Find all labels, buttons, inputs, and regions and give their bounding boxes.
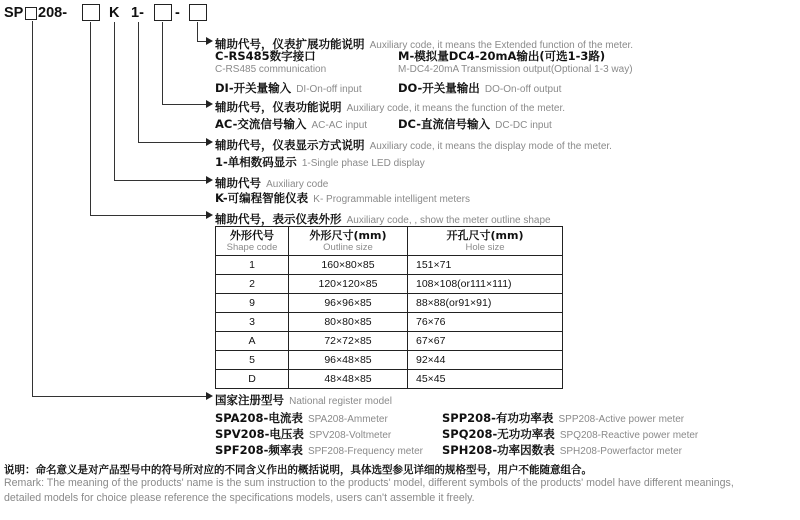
table-row — [216, 332, 563, 351]
cell-outline-size: 160×80×85 — [289, 256, 408, 275]
register-item-cn: SPF208-频率表 — [215, 443, 303, 457]
leader-register-h — [32, 396, 207, 397]
cell-shape-code: 2 — [216, 275, 289, 294]
c485-en: C-RS485 communication — [215, 64, 327, 75]
leader-function-v — [162, 22, 163, 105]
register-item-en: SPH208-Powerfactor meter — [559, 446, 682, 457]
register-item-cn: SPQ208-无功功率表 — [442, 427, 555, 441]
cell-outline-size: 96×48×85 — [289, 351, 408, 370]
do-cn: DO-开关量输出 — [398, 81, 480, 95]
remark-cn: 说明：命名意义是对产品型号中的符号所对应的不同含义作出的概括说明，具体选型参见详细的规格型号，用户不能随意组合。 — [4, 464, 592, 476]
header-shape-code-cn: 外形代号 — [230, 228, 274, 242]
c485-cn: C-RS485数字接口 — [215, 49, 316, 63]
m-output-en: M-DC4-20mA Transmission output(Optional 1-3 way) — [398, 64, 633, 75]
header-outline-size-en: Outline size — [323, 241, 373, 253]
leader-display-v — [138, 22, 139, 143]
arrow-function — [206, 100, 213, 108]
dc-en: DC-DC input — [495, 120, 552, 131]
leader-function-h — [162, 104, 207, 105]
display-item — [215, 151, 425, 170]
cell-shape-code: D — [216, 370, 289, 389]
table-row — [216, 370, 563, 389]
di-line — [215, 77, 362, 96]
remark-en-line1: Remark: The meaning of the products' name is the sum instruction to the products' model, different symbols of the products' model have different meanings, — [4, 477, 734, 489]
extended-title-cn: 辅助代号，仪表扩展功能说明 — [215, 37, 365, 51]
cell-shape-code: A — [216, 332, 289, 351]
leader-shape-h — [90, 215, 207, 216]
display-title-cn: 辅助代号，仪表显示方式说明 — [215, 138, 365, 152]
table-row — [216, 256, 563, 275]
ac-en: AC-AC input — [311, 120, 368, 131]
leader-display-h — [138, 142, 207, 143]
leader-shape-v — [90, 22, 91, 216]
cell-outline-size: 48×48×85 — [289, 370, 408, 389]
header-outline-size-cn: 外形尺寸(mm) — [309, 228, 387, 242]
header-shape-code — [216, 227, 289, 256]
cell-outline-size: 96×96×85 — [289, 294, 408, 313]
cell-hole-size: 88×88(or91×91) — [408, 294, 563, 313]
arrow-display — [206, 138, 213, 146]
do-en: DO-On-off output — [484, 84, 562, 95]
aux-item-en: K- Programmable intelligent meters — [313, 194, 471, 205]
aux-title-en: Auxiliary code — [266, 179, 329, 190]
header-shape-code-en: Shape code — [226, 241, 278, 253]
display-item-en: 1-Single phase LED display — [301, 158, 425, 169]
leader-register-v — [32, 21, 33, 397]
model-box-1 — [25, 7, 37, 20]
register-item — [215, 439, 423, 458]
cell-shape-code: 1 — [216, 256, 289, 275]
ac-line — [215, 113, 367, 132]
model-dash: - — [175, 5, 180, 21]
cell-hole-size: 151×71 — [408, 256, 563, 275]
register-title — [215, 389, 392, 408]
register-item-cn: SPV208-电压表 — [215, 427, 304, 441]
function-title-cn: 辅助代号，仪表功能说明 — [215, 100, 342, 114]
model-number: 208- — [38, 5, 68, 21]
table-row — [216, 275, 563, 294]
register-item-en: SPA208-Ammeter — [307, 414, 388, 425]
cell-hole-size: 67×67 — [408, 332, 563, 351]
cell-shape-code: 5 — [216, 351, 289, 370]
extended-title-en: Auxiliary code, it means the Extended function of the meter. — [369, 40, 634, 51]
register-item-en: SPQ208-Reactive power meter — [559, 430, 699, 441]
function-title-en: Auxiliary code, it means the function of the meter. — [346, 103, 566, 114]
cell-hole-size: 76×76 — [408, 313, 563, 332]
aux-item — [215, 187, 470, 206]
header-hole-size-cn: 开孔尺寸(mm) — [446, 228, 524, 242]
m-output-cn: M-模拟量DC4-20mA输出(可选1-3路) — [398, 49, 606, 63]
register-title-en: National register model — [289, 396, 392, 407]
register-item-cn: SPA208-电流表 — [215, 411, 303, 425]
dc-cn: DC-直流信号输入 — [398, 117, 491, 131]
display-item-cn: 1-单相数码显示 — [215, 155, 297, 169]
ac-cn: AC-交流信号输入 — [215, 117, 307, 131]
cell-shape-code: 9 — [216, 294, 289, 313]
register-title-cn: 国家注册型号 — [215, 393, 284, 407]
leader-aux-h — [114, 180, 207, 181]
cell-hole-size: 45×45 — [408, 370, 563, 389]
table-row — [216, 351, 563, 370]
register-item-cn: SPP208-有功功率表 — [442, 411, 554, 425]
model-code-k: K — [109, 5, 120, 21]
arrow-register — [206, 392, 213, 400]
cell-outline-size: 120×120×85 — [289, 275, 408, 294]
table-row — [216, 313, 563, 332]
model-box-function — [154, 4, 172, 21]
display-title-en: Auxiliary code, it means the display mode of the meter. — [369, 141, 612, 152]
shape-title-en: Auxiliary code, , show the meter outline shape — [346, 215, 551, 226]
register-item — [442, 439, 682, 458]
header-hole-size — [408, 227, 563, 256]
header-outline-size — [289, 227, 408, 256]
register-item-cn: SPH208-功率因数表 — [442, 443, 555, 457]
table-row — [216, 294, 563, 313]
register-item-en: SPP208-Active power meter — [558, 414, 685, 425]
shape-title-cn: 辅助代号，表示仪表外形 — [215, 212, 342, 226]
shape-table-header — [216, 227, 563, 256]
header-hole-size-en: Hole size — [465, 241, 505, 253]
cell-shape-code: 3 — [216, 313, 289, 332]
arrow-aux — [206, 176, 213, 184]
register-item-en: SPV208-Voltmeter — [308, 430, 392, 441]
shape-title — [215, 208, 551, 227]
model-prefix: SP — [4, 5, 24, 21]
model-code-display: 1- — [131, 5, 144, 21]
do-line — [398, 77, 561, 96]
leader-aux-v — [114, 22, 115, 181]
model-box-extended — [189, 4, 207, 21]
shape-table — [215, 226, 563, 389]
cell-outline-size: 72×72×85 — [289, 332, 408, 351]
register-item-en: SPF208-Frequency meter — [307, 446, 424, 457]
di-cn: DI-开关量输入 — [215, 81, 292, 95]
model-box-shape — [82, 4, 100, 21]
cell-hole-size: 108×108(or111×111) — [408, 275, 563, 294]
arrow-extended — [206, 37, 213, 45]
cell-hole-size: 92×44 — [408, 351, 563, 370]
aux-item-cn: K-可编程智能仪表 — [215, 191, 309, 205]
leader-extended-v — [197, 22, 198, 42]
remark-en-line2: detailed models for choice please reference the specifications models, users can't assemble it freely. — [4, 492, 475, 504]
dc-line — [398, 113, 552, 132]
di-en: DI-On-off input — [296, 84, 362, 95]
cell-outline-size: 80×80×85 — [289, 313, 408, 332]
arrow-shape — [206, 211, 213, 219]
aux-title-cn: 辅助代号 — [215, 176, 261, 190]
